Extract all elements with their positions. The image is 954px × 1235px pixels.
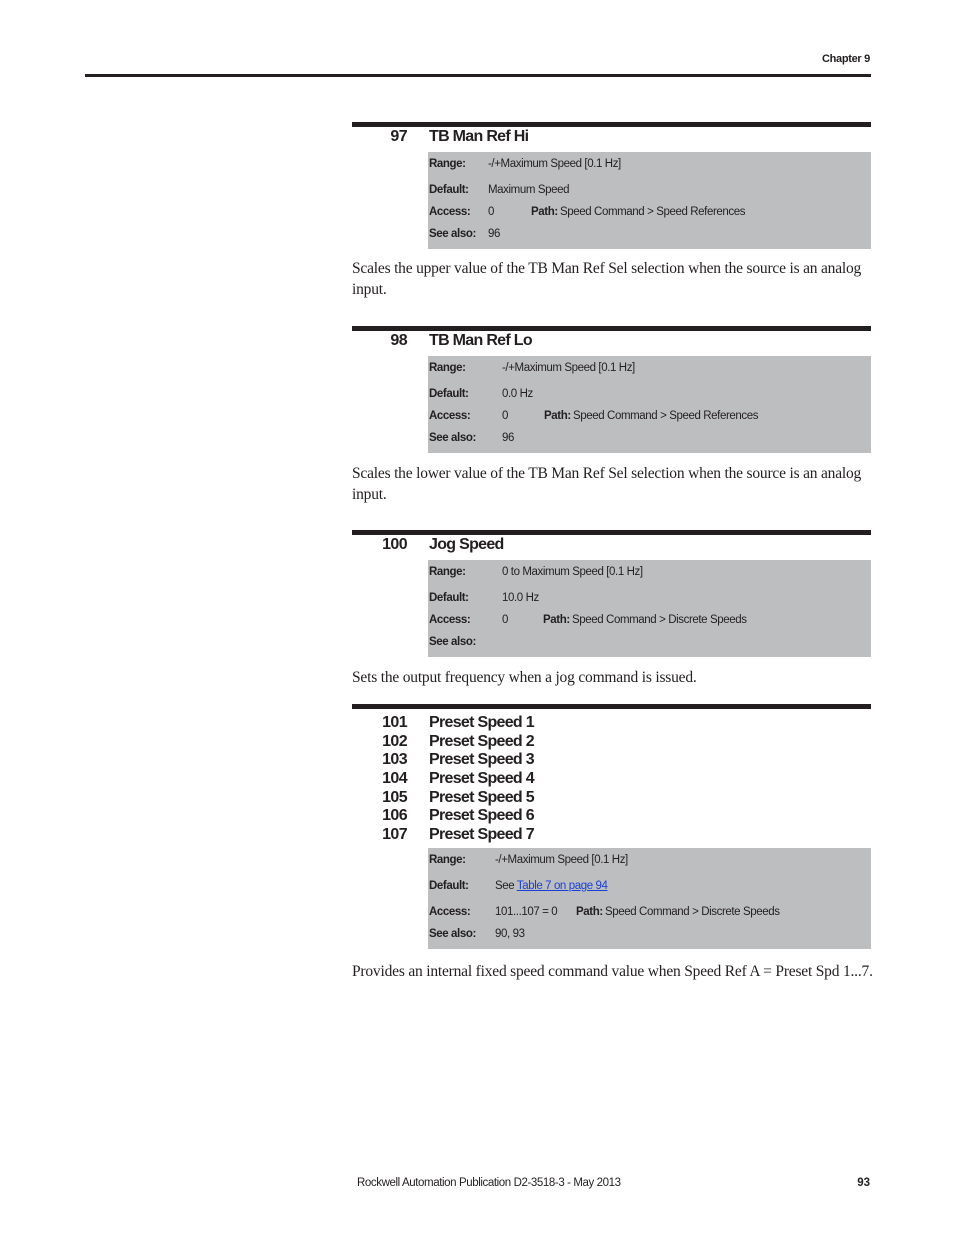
path-value: Speed Command > Speed References xyxy=(560,205,746,218)
access-label: Access: xyxy=(429,613,471,626)
table-7-link[interactable]: Table 7 on page 94 xyxy=(516,879,608,892)
range-label: Range: xyxy=(429,853,466,866)
parameter-name: Preset Speed 2 xyxy=(429,732,534,750)
parameter-rule xyxy=(352,704,871,709)
range-label: Range: xyxy=(429,361,466,374)
access-label: Access: xyxy=(429,409,471,422)
path-value: Speed Command > Speed References xyxy=(573,409,759,422)
parameter-block-100 xyxy=(352,530,871,657)
see-also-value: 96 xyxy=(502,431,514,444)
parameter-rule xyxy=(352,122,871,127)
parameter-description: Scales the lower value of the TB Man Ref Sel selection when the source is an analog input. xyxy=(352,465,862,503)
parameter-name: Preset Speed 7 xyxy=(429,826,534,844)
default-value: 10.0 Hz xyxy=(502,591,539,604)
path-label: Path: xyxy=(531,205,558,218)
default-label: Default: xyxy=(429,879,469,892)
parameter-number: 100 xyxy=(382,536,407,553)
parameter-block-98 xyxy=(352,326,871,453)
access-value: 0 xyxy=(502,613,508,626)
parameter-block-97 xyxy=(352,122,871,249)
default-label: Default: xyxy=(429,591,469,604)
parameter-attributes xyxy=(428,152,871,249)
parameter-number: 97 xyxy=(390,128,407,145)
parameter-name: Preset Speed 4 xyxy=(429,770,534,788)
header-rule xyxy=(85,74,871,77)
path-label: Path: xyxy=(543,613,570,626)
parameter-number: 105 xyxy=(382,788,407,806)
see-also-label: See also: xyxy=(429,431,476,444)
parameter-number: 103 xyxy=(382,751,407,769)
access-value: 0 xyxy=(488,205,494,218)
path-label: Path: xyxy=(544,409,571,422)
range-value: -/+Maximum Speed [0.1 Hz] xyxy=(495,853,628,866)
access-label: Access: xyxy=(429,905,471,918)
parameter-description: Sets the output frequency when a jog command is issued. xyxy=(352,669,697,686)
parameter-number: 107 xyxy=(382,826,407,844)
path-value: Speed Command > Discrete Speeds xyxy=(572,613,747,626)
parameter-description: Provides an internal fixed speed command value when Speed Ref A = Preset Spd 1...7. xyxy=(352,963,873,980)
parameter-description: Scales the upper value of the TB Man Ref Sel selection when the source is an analog input. xyxy=(352,260,862,298)
default-label: Default: xyxy=(429,387,469,400)
parameter-number: 104 xyxy=(382,770,407,788)
see-also-label: See also: xyxy=(429,927,476,940)
page-number: 93 xyxy=(857,1177,870,1189)
range-value: -/+Maximum Speed [0.1 Hz] xyxy=(488,157,621,170)
parameter-rule xyxy=(352,326,871,331)
parameter-name: TB Man Ref Lo xyxy=(429,332,532,349)
path-label: Path: xyxy=(576,905,603,918)
parameter-rule xyxy=(352,530,871,535)
default-label: Default: xyxy=(429,183,469,196)
range-label: Range: xyxy=(429,157,466,170)
range-value: -/+Maximum Speed [0.1 Hz] xyxy=(502,361,635,374)
range-value: 0 to Maximum Speed [0.1 Hz] xyxy=(502,565,643,578)
parameter-name: Preset Speed 6 xyxy=(429,807,534,825)
parameter-name: Preset Speed 5 xyxy=(429,788,534,806)
parameter-number: 106 xyxy=(382,807,407,825)
path-value: Speed Command > Discrete Speeds xyxy=(605,905,780,918)
parameter-number: 98 xyxy=(390,332,407,349)
parameter-name: TB Man Ref Hi xyxy=(429,128,529,145)
parameter-name: Preset Speed 3 xyxy=(429,751,534,769)
parameter-attributes xyxy=(428,356,871,453)
parameter-number: 101 xyxy=(382,714,407,731)
publication-footer: Rockwell Automation Publication D2-3518-3 - May 2013 xyxy=(357,1177,621,1189)
parameter-block-101-107 xyxy=(352,704,871,949)
default-value: 0.0 Hz xyxy=(502,387,533,400)
access-value: 0 xyxy=(502,409,508,422)
default-value: Maximum Speed xyxy=(488,183,570,196)
default-prefix: See xyxy=(495,879,517,892)
see-also-value: 90, 93 xyxy=(495,927,525,940)
parameter-attributes xyxy=(428,848,871,949)
parameter-number: 102 xyxy=(382,732,407,750)
see-also-label: See also: xyxy=(429,227,476,240)
access-value: 101...107 = 0 xyxy=(495,905,558,918)
default-value xyxy=(495,877,608,895)
see-also-value: 96 xyxy=(488,227,500,240)
range-label: Range: xyxy=(429,565,466,578)
see-also-label: See also: xyxy=(429,635,476,648)
parameter-name: Preset Speed 1 xyxy=(429,714,534,731)
chapter-label: Chapter 9 xyxy=(821,53,870,65)
parameter-name: Jog Speed xyxy=(429,536,504,553)
parameter-attributes xyxy=(428,560,871,657)
access-label: Access: xyxy=(429,205,471,218)
